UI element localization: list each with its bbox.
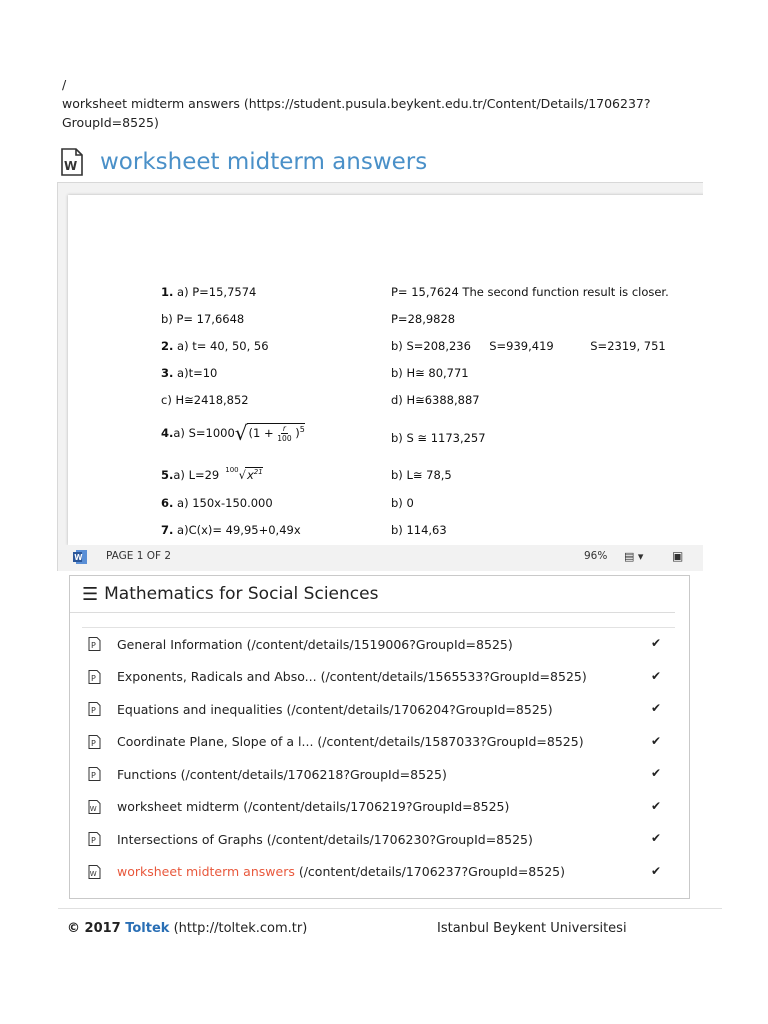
item-link[interactable]: worksheet midterm answers (/content/details/1706237?GroupId=8525) (117, 864, 565, 880)
page-title: worksheet midterm answers (100, 149, 428, 175)
check-icon: ✔ (650, 668, 661, 683)
answer-row-left: 3. a)t=10 (161, 366, 218, 380)
page-title-row (60, 145, 427, 179)
svg-text:W: W (89, 804, 97, 813)
answer-row-right: b) L≅ 78,5 (391, 468, 452, 482)
check-icon: ✔ (650, 701, 661, 715)
answer-row-left: 2. a) t= 40, 50, 56 (161, 339, 269, 353)
copyright: © 2017 (67, 921, 126, 936)
word-icon (88, 800, 101, 814)
item-link[interactable]: Exponents, Radicals and Abso... (/content/details/1565533?GroupId=8525) (117, 669, 587, 685)
check-icon: ✔ (650, 831, 661, 845)
check-icon: ✔ (650, 636, 661, 650)
list-item[interactable] (82, 791, 675, 824)
formula-4: (1 + $\frac{r}{100}$ )$^5$ (248, 424, 305, 443)
footer (67, 921, 717, 937)
svg-text:P: P (91, 706, 96, 716)
answer-row-right: b) 0 (391, 496, 414, 510)
document-viewer[interactable] (57, 182, 703, 571)
brand-url[interactable]: (http://toltek.com.tr) (169, 921, 308, 936)
pdf-icon (88, 670, 101, 684)
pdf-icon (88, 637, 101, 651)
menu-icon[interactable]: ☰ (82, 583, 99, 605)
svg-text:W: W (89, 869, 97, 878)
check-icon: ✔ (650, 798, 661, 813)
word-icon (88, 865, 101, 879)
answer-row-right: b) 114,63 (391, 523, 447, 537)
answer-row-left: 7. a)C(x)= 49,95+0,49x (161, 523, 301, 537)
answer-row-left: c) H≅2418,852 (161, 393, 249, 407)
pdf-icon (88, 767, 101, 781)
svg-text:W: W (64, 159, 78, 173)
word-logo-icon (72, 549, 88, 565)
word-doc-icon (60, 148, 84, 176)
viewer-status-bar (58, 545, 703, 571)
footer-divider (58, 908, 722, 909)
answer-row-right: b) S ≅ 1173,257 (391, 431, 486, 445)
svg-text:W: W (74, 553, 83, 562)
list-item[interactable] (82, 726, 675, 759)
breadcrumb-link-cont[interactable]: GroupId=8525) (62, 115, 159, 130)
pdf-icon (88, 735, 101, 749)
breadcrumb-separator: / (62, 77, 67, 92)
answer-row-left: 6. a) 150x-150.000 (161, 496, 273, 510)
answer-row-right: P= 15,7624 The second function result is closer. (391, 285, 669, 299)
university-name: İstanbul Beykent Üniversitesi (437, 921, 627, 936)
answer-row-left: b) P= 17,6648 (161, 312, 245, 326)
list-item-active[interactable] (82, 856, 675, 889)
svg-text:P: P (91, 771, 96, 781)
zoom-level[interactable]: 96% (584, 550, 608, 562)
item-link[interactable]: Functions (/content/details/1706218?GroupId=8525) (117, 766, 447, 782)
check-icon: ✔ (650, 733, 661, 748)
course-item-list (82, 627, 675, 888)
answer-row-left: 1. a) P=15,7574 (161, 285, 257, 299)
item-link[interactable]: General Information (/content/details/1519006?GroupId=8525) (117, 636, 513, 652)
svg-text:P: P (91, 641, 96, 651)
item-link[interactable]: worksheet midterm (/content/details/1706219?GroupId=8525) (117, 799, 510, 815)
svg-text:P: P (91, 836, 96, 846)
answer-row-right: b) S=208,236 S=939,419 S=2319, 751 (391, 339, 666, 353)
list-item[interactable] (82, 628, 675, 661)
course-header (70, 576, 675, 613)
nth-root-icon: √ (238, 467, 246, 482)
answer-row-left: 5. a) L=29 $^{100}$ √ $x^{21}$ (161, 465, 263, 482)
list-item[interactable] (82, 758, 675, 791)
check-icon: ✔ (650, 766, 661, 780)
pdf-icon (88, 702, 101, 716)
page-indicator: PAGE 1 OF 2 (106, 550, 172, 562)
list-item[interactable] (82, 823, 675, 856)
breadcrumb (62, 75, 682, 132)
page-view-icon[interactable]: ▤ ▾ (624, 550, 644, 563)
course-panel (69, 575, 690, 899)
answer-row-right: P=28,9828 (391, 312, 456, 326)
item-link[interactable]: Intersections of Graphs (/content/details/1706230?GroupId=8525) (117, 831, 533, 847)
sqrt-icon: √ (234, 421, 248, 445)
item-link[interactable]: Coordinate Plane, Slope of a l... (/content/details/1587033?GroupId=8525) (117, 734, 584, 750)
fit-screen-icon[interactable]: ▣ (672, 549, 684, 563)
check-icon: ✔ (650, 863, 661, 878)
list-item[interactable] (82, 693, 675, 726)
course-title: Mathematics for Social Sciences (104, 584, 379, 604)
brand-link[interactable]: Toltek (125, 921, 170, 936)
answer-row-right: b) H≅ 80,771 (391, 366, 469, 380)
list-item[interactable] (82, 661, 675, 694)
document-page (68, 195, 703, 545)
pdf-icon (88, 832, 101, 846)
answer-row-right: d) H≅6388,887 (391, 393, 480, 407)
breadcrumb-link[interactable]: worksheet midterm answers (https://student.pusula.beykent.edu.tr/Content/Details/1706237? (62, 96, 651, 111)
svg-text:P: P (91, 738, 96, 748)
formula-5: $x^{21}$ (246, 468, 263, 482)
answer-row-left: 4. a) S=1000 √ (1 + $\frac{r}{100}$ )$^5$ (161, 421, 305, 445)
item-link[interactable]: Equations and inequalities (/content/details/1706204?GroupId=8525) (117, 701, 553, 717)
svg-text:P: P (91, 673, 96, 683)
